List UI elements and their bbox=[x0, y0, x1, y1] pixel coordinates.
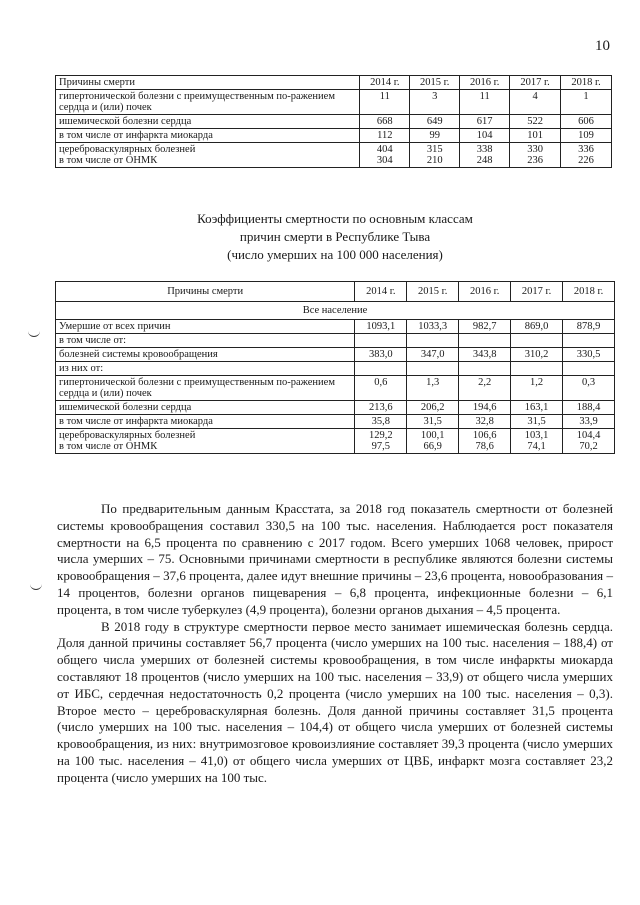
value-cell bbox=[360, 143, 410, 168]
title-line: Коэффициенты смертности по основным классам bbox=[197, 211, 473, 226]
value-cell: 194,6 bbox=[459, 401, 511, 415]
header-cell: 2018 г. bbox=[561, 76, 612, 90]
value-cell: 11 bbox=[360, 90, 410, 115]
value-cell bbox=[459, 429, 511, 454]
row-label: из них от: bbox=[56, 362, 355, 376]
value-cell: 383,0 bbox=[355, 348, 407, 362]
value-cell: 982,7 bbox=[459, 320, 511, 334]
row-label: в том числе от: bbox=[56, 334, 355, 348]
value-cell bbox=[563, 334, 615, 348]
header-cell: Причины смерти bbox=[56, 76, 360, 90]
table-row bbox=[56, 143, 612, 168]
header-cell: Причины смерти bbox=[56, 282, 355, 302]
value-line: 304 bbox=[376, 155, 393, 167]
value-line: 104,4 bbox=[576, 430, 601, 442]
value-line: 330 bbox=[527, 144, 543, 156]
value-line: 210 bbox=[426, 155, 443, 167]
value-cell bbox=[511, 362, 563, 376]
value-line: 106,6 bbox=[472, 430, 497, 442]
value-line: 74,1 bbox=[527, 441, 546, 453]
mortality-rates-table bbox=[55, 281, 615, 454]
value-cell bbox=[355, 362, 407, 376]
value-cell: 617 bbox=[460, 115, 510, 129]
value-line: 66,9 bbox=[423, 441, 442, 453]
value-cell: 522 bbox=[510, 115, 561, 129]
row-label: ишемической болезни сердца bbox=[56, 401, 355, 415]
value-cell: 213,6 bbox=[355, 401, 407, 415]
row-label: гипертонической болезни с преимущественным по-ражением сердца и (или) почек bbox=[56, 376, 355, 401]
value-cell: 4 bbox=[510, 90, 561, 115]
value-line: 236 bbox=[527, 155, 543, 167]
table-row bbox=[56, 376, 615, 401]
value-line: 338 bbox=[476, 144, 493, 156]
value-cell: 2,2 bbox=[459, 376, 511, 401]
value-cell: 1093,1 bbox=[355, 320, 407, 334]
value-cell bbox=[355, 429, 407, 454]
value-line: 404 bbox=[376, 144, 393, 156]
value-cell: 878,9 bbox=[563, 320, 615, 334]
value-line: 70,2 bbox=[579, 441, 598, 453]
value-cell bbox=[355, 334, 407, 348]
table-row bbox=[56, 429, 615, 454]
page-number: 10 bbox=[595, 38, 610, 54]
value-cell: 112 bbox=[360, 129, 410, 143]
value-cell: 1,2 bbox=[511, 376, 563, 401]
value-cell: 206,2 bbox=[407, 401, 459, 415]
table-row bbox=[56, 415, 615, 429]
value-line: 78,6 bbox=[475, 441, 494, 453]
value-cell bbox=[407, 362, 459, 376]
header-cell: 2018 г. bbox=[563, 282, 615, 302]
row-label bbox=[56, 143, 360, 168]
value-line: 226 bbox=[578, 155, 594, 167]
header-cell: 2016 г. bbox=[460, 76, 510, 90]
table-row bbox=[56, 401, 615, 415]
header-cell: 2015 г. bbox=[410, 76, 460, 90]
section-label: Все население bbox=[56, 302, 615, 320]
table-row bbox=[56, 115, 612, 129]
value-cell: 11 bbox=[460, 90, 510, 115]
margin-pen-mark bbox=[28, 330, 40, 337]
value-cell bbox=[407, 429, 459, 454]
row-label-line: в том числе от ОНМК bbox=[59, 441, 158, 453]
value-cell: 35,8 bbox=[355, 415, 407, 429]
section-row bbox=[56, 302, 615, 320]
value-cell: 109 bbox=[561, 129, 612, 143]
value-cell bbox=[459, 334, 511, 348]
title-line: (число умерших на 100 000 населения) bbox=[227, 247, 443, 263]
header-cell: 2015 г. bbox=[407, 282, 459, 302]
value-cell bbox=[511, 429, 563, 454]
margin-pen-mark bbox=[30, 583, 42, 590]
value-cell bbox=[563, 429, 615, 454]
value-cell: 31,5 bbox=[511, 415, 563, 429]
header-cell: 2017 г. bbox=[511, 282, 563, 302]
value-cell: 310,2 bbox=[511, 348, 563, 362]
value-cell bbox=[460, 143, 510, 168]
value-cell: 330,5 bbox=[563, 348, 615, 362]
value-cell: 606 bbox=[561, 115, 612, 129]
value-cell: 104 bbox=[460, 129, 510, 143]
body-text bbox=[57, 501, 613, 787]
value-cell: 3 bbox=[410, 90, 460, 115]
value-line: 129,2 bbox=[368, 430, 393, 442]
row-label: Умершие от всех причин bbox=[56, 320, 355, 334]
table-row bbox=[56, 362, 615, 376]
table-row bbox=[56, 90, 612, 115]
row-label: в том числе от инфаркта миокарда bbox=[56, 129, 360, 143]
value-line: 103,1 bbox=[524, 430, 549, 442]
value-line: 97,5 bbox=[371, 441, 390, 453]
value-cell bbox=[563, 362, 615, 376]
value-cell: 649 bbox=[410, 115, 460, 129]
table-header-row bbox=[56, 76, 612, 90]
table-row bbox=[56, 320, 615, 334]
value-cell: 163,1 bbox=[511, 401, 563, 415]
paragraph: По предварительным данным Красстата, за 2018 год показатель смертности от болезней системы кровообращения составил 330,5 на 100 тыс. населения. Наблюдается рост показателя смертности на 6,5 процента по сравнению с 2017 годом. Всего умерших 1068 человек, прирост числа умерших – 75. Основными причинами смертности в республике являются болезни системы кровообращения – 37,6 процента, далее идут внешние причины – 23,6 процента, новообразования – 14 процентов, болезни органов пищеварения – 6,8 процента, инфекционные болезни – 6,1 процента, в том числе туберкулез (4,9 процента), болезни органов дыхания – 4,5 процента. bbox=[57, 501, 613, 617]
mortality-counts-table bbox=[55, 75, 612, 168]
value-cell: 188,4 bbox=[563, 401, 615, 415]
value-cell: 1 bbox=[561, 90, 612, 115]
value-cell: 347,0 bbox=[407, 348, 459, 362]
value-cell: 0,3 bbox=[563, 376, 615, 401]
value-cell: 33,9 bbox=[563, 415, 615, 429]
paragraph: В 2018 году в структуре смертности первое место занимает ишемическая болезнь сердца. Доля данной причины составляет 56,7 процента (число умерших на 100 тыс. населения – 188,4) от общего числа умерших от болезней системы кровообращения, в том числе инфаркты миокарда составляют 18 процентов (число умерших на 100 тыс. населения – 33,9) от общего числа умерших от ИБС, сердечная недостаточность 0,2 процента (число умерших на 100 тыс. населения – 0,3). Второе место – цереброваскулярная болезнь. Доля данной причины составляет 31,5 процента (число умерших на 100 тыс. населения – 104,4) от общего числа умерших от болезней системы кровообращения, из них: внутримозговое кровоизлияние составляет 39,3 процента (число умерших на 100 тыс. населения – 41,0) от общего числа умерших от ЦВБ, инфаркт мозга составляет 23,2 процента (число умерших на 100 тыс. bbox=[57, 618, 613, 785]
value-cell bbox=[511, 334, 563, 348]
value-cell: 1033,3 bbox=[407, 320, 459, 334]
table-header-row bbox=[56, 282, 615, 302]
value-line: 100,1 bbox=[420, 430, 445, 442]
row-label-line: цереброваскулярных болезней bbox=[59, 430, 196, 442]
row-label bbox=[56, 429, 355, 454]
value-cell: 668 bbox=[360, 115, 410, 129]
value-cell bbox=[510, 143, 561, 168]
row-label: гипертонической болезни с преимущественным по-ражением сердца и (или) почек bbox=[56, 90, 360, 115]
title-line: причин смерти в Республике Тыва bbox=[239, 229, 431, 245]
value-cell bbox=[407, 334, 459, 348]
table-row bbox=[56, 348, 615, 362]
value-line: 315 bbox=[426, 144, 443, 156]
row-label: болезней системы кровообращения bbox=[56, 348, 355, 362]
table-title bbox=[55, 210, 615, 265]
value-cell bbox=[410, 143, 460, 168]
row-label: ишемической болезни сердца bbox=[56, 115, 360, 129]
header-cell: 2017 г. bbox=[510, 76, 561, 90]
row-label-line: цереброваскулярных болезней bbox=[59, 144, 196, 156]
value-cell: 1,3 bbox=[407, 376, 459, 401]
value-cell: 32,8 bbox=[459, 415, 511, 429]
value-line: 248 bbox=[476, 155, 493, 167]
value-cell bbox=[459, 362, 511, 376]
value-line: 336 bbox=[578, 144, 594, 156]
value-cell: 0,6 bbox=[355, 376, 407, 401]
value-cell bbox=[561, 143, 612, 168]
value-cell: 31,5 bbox=[407, 415, 459, 429]
table-row bbox=[56, 334, 615, 348]
header-cell: 2014 г. bbox=[360, 76, 410, 90]
value-cell: 99 bbox=[410, 129, 460, 143]
value-cell: 343,8 bbox=[459, 348, 511, 362]
row-label-line: в том числе от ОНМК bbox=[59, 155, 158, 167]
header-cell: 2014 г. bbox=[355, 282, 407, 302]
row-label: в том числе от инфаркта миокарда bbox=[56, 415, 355, 429]
header-cell: 2016 г. bbox=[459, 282, 511, 302]
value-cell: 869,0 bbox=[511, 320, 563, 334]
table-row bbox=[56, 129, 612, 143]
value-cell: 101 bbox=[510, 129, 561, 143]
